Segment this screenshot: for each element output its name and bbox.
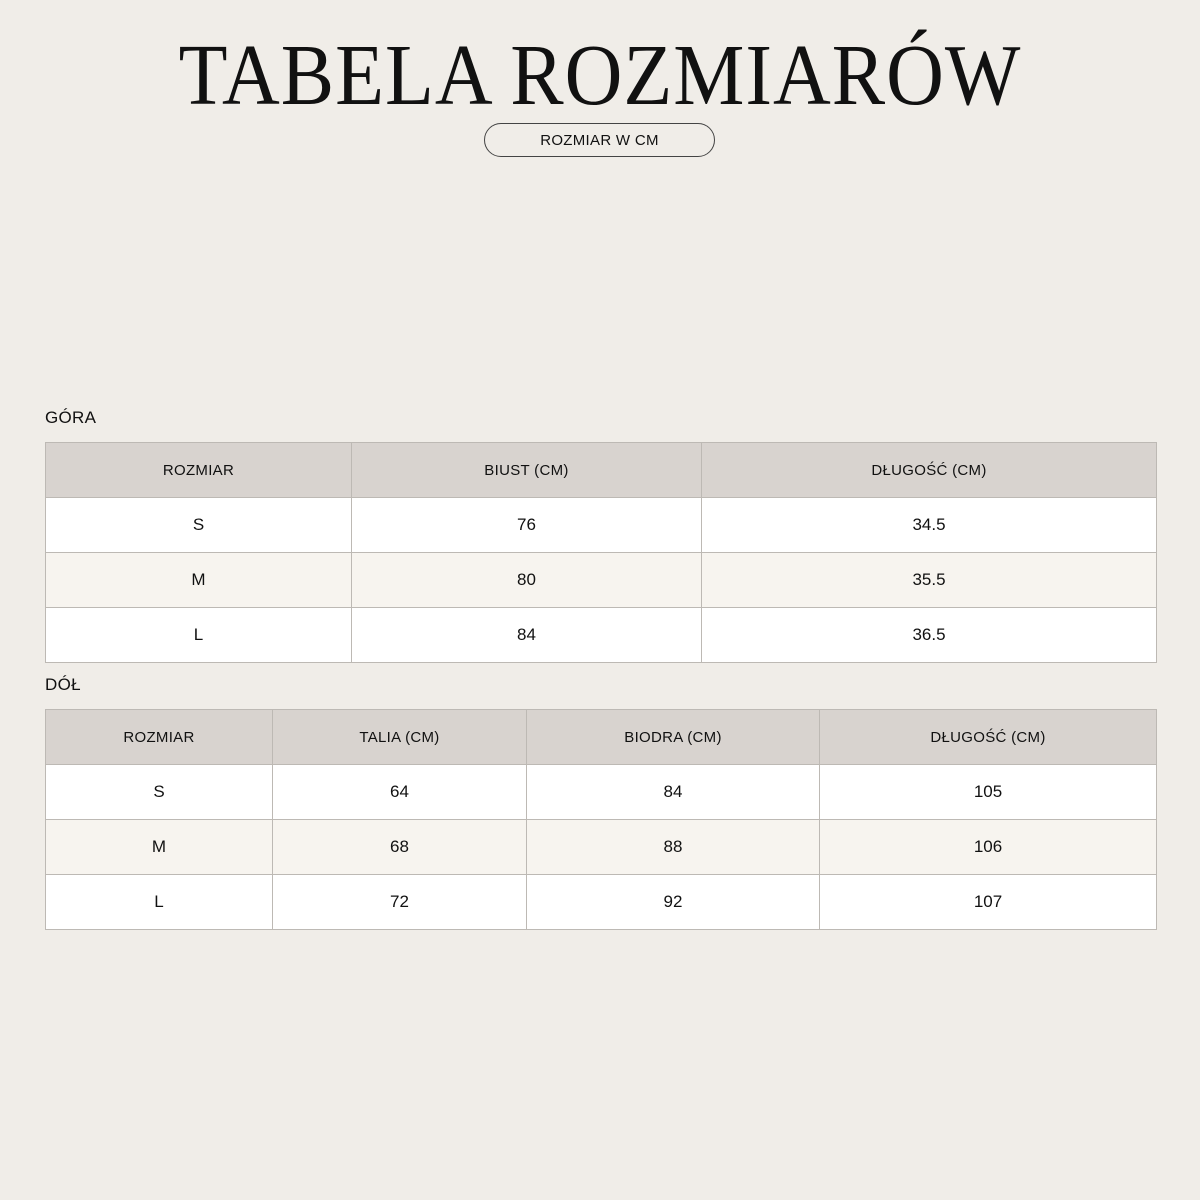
column-header: TALIA (CM) xyxy=(273,710,527,765)
table-cell: 68 xyxy=(273,820,527,875)
unit-badge-label: ROZMIAR W CM xyxy=(540,131,659,149)
table-cell: 84 xyxy=(527,765,820,820)
table-cell: M xyxy=(46,820,273,875)
table-cell: 92 xyxy=(527,875,820,930)
table-row xyxy=(46,820,1157,875)
column-header: ROZMIAR xyxy=(46,710,273,765)
section-label-bottom: DÓŁ xyxy=(45,675,81,694)
table-cell: M xyxy=(46,553,352,608)
size-table-bottom xyxy=(45,709,1157,930)
table-row xyxy=(46,875,1157,930)
table-header-row xyxy=(46,710,1157,765)
unit-badge xyxy=(484,123,715,157)
table-cell: 80 xyxy=(352,553,702,608)
table-cell: S xyxy=(46,765,273,820)
table-cell: 107 xyxy=(820,875,1157,930)
column-header: BIODRA (CM) xyxy=(527,710,820,765)
table-cell: 105 xyxy=(820,765,1157,820)
table-cell: S xyxy=(46,498,352,553)
section-label-top: GÓRA xyxy=(45,408,97,427)
table-row xyxy=(46,765,1157,820)
table-cell: 72 xyxy=(273,875,527,930)
table-cell: 64 xyxy=(273,765,527,820)
table-cell: 84 xyxy=(352,608,702,663)
table-cell: 106 xyxy=(820,820,1157,875)
table-cell: 35.5 xyxy=(702,553,1157,608)
column-header: BIUST (CM) xyxy=(352,443,702,498)
table-header-row xyxy=(46,443,1157,498)
table-cell: L xyxy=(46,875,273,930)
table-row xyxy=(46,553,1157,608)
table-cell: 88 xyxy=(527,820,820,875)
table-row xyxy=(46,608,1157,663)
column-header: ROZMIAR xyxy=(46,443,352,498)
table-cell: L xyxy=(46,608,352,663)
column-header: DŁUGOŚĆ (CM) xyxy=(820,710,1157,765)
table-cell: 34.5 xyxy=(702,498,1157,553)
page-title: TABELA ROZMIARÓW xyxy=(178,28,1022,124)
table-cell: 76 xyxy=(352,498,702,553)
column-header: DŁUGOŚĆ (CM) xyxy=(702,443,1157,498)
size-table-top xyxy=(45,442,1157,663)
table-row xyxy=(46,498,1157,553)
table-cell: 36.5 xyxy=(702,608,1157,663)
